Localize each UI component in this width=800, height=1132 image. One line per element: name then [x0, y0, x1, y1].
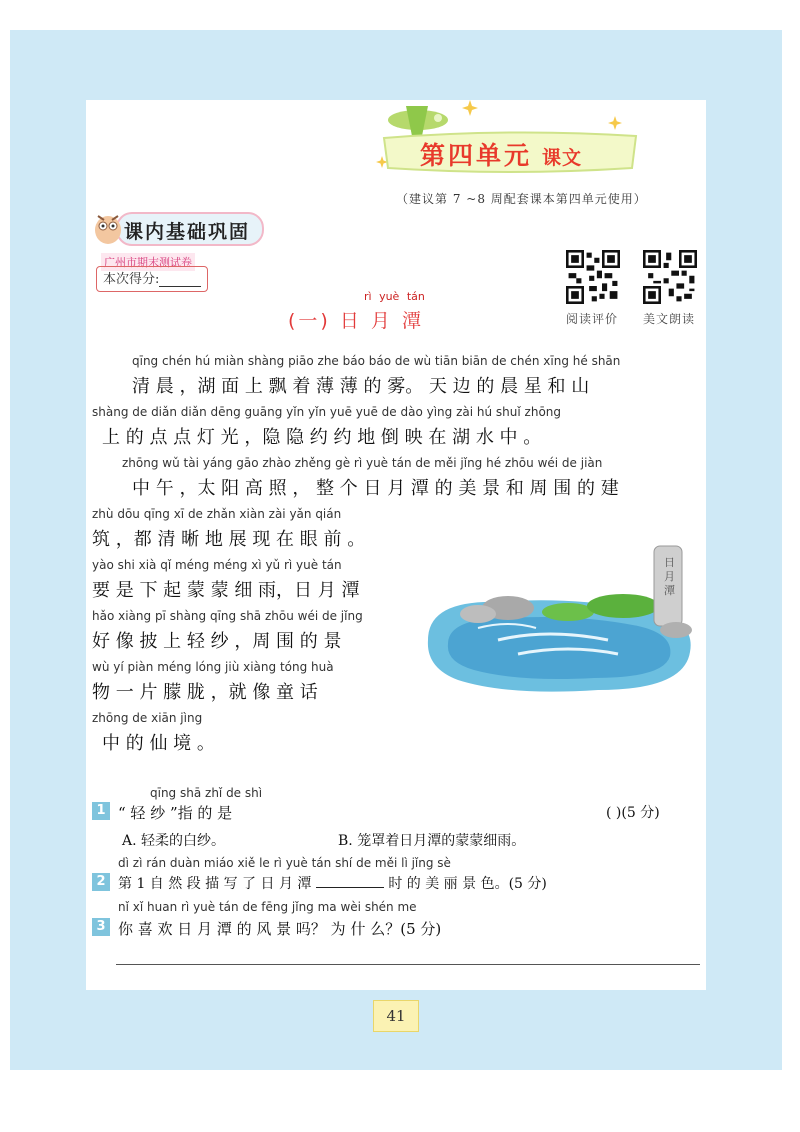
score-label: 本次得分:: [103, 272, 160, 287]
question-number: 1: [92, 802, 110, 820]
score-blank[interactable]: [159, 272, 201, 287]
cartoon-owl-icon: [92, 208, 124, 246]
pinyin-line: zhù dōu qīng xī de zhǎn xiàn zài yǎn qián: [92, 507, 342, 521]
pinyin-line: zhōng wǔ tài yáng gāo zhào zhěng gè rì yuè tán de měi jǐng hé zhōu wéi de jiàn: [122, 456, 603, 470]
unit-title-main: 第四单元: [420, 141, 533, 170]
hanzi-line: 中 的 仙 境 。: [102, 733, 215, 754]
q3-text: 你 喜 欢 日 月 潭 的 风 景 吗？ 为 什 么？(5 分): [118, 920, 442, 938]
hanzi-line: 上 的 点 点 灯 光 ，隐 隐 约 约 地 倒 映 在 湖 水 中 。: [102, 427, 542, 448]
section-title: 课内基础巩固: [124, 221, 251, 243]
heading-pinyin: rì yuè tán: [364, 290, 425, 303]
q2-text: [118, 873, 547, 893]
pinyin-line: zhōng de xiān jìng: [92, 711, 203, 725]
hanzi-line: 中 午 ，太 阳 高 照 ， 整 个 日 月 潭 的 美 景 和 周 围 的 建: [132, 478, 619, 499]
pinyin-line: wù yí piàn méng lóng jiù xiàng tóng huà: [92, 660, 334, 674]
q3-pinyin: nǐ xǐ huan rì yuè tán de fēng jǐng ma wèi shén me: [118, 900, 417, 914]
q2-text-after: 时 的 美 丽 景 色。(5 分): [388, 876, 547, 892]
q2-text-before: 第 1 自 然 段 描 写 了 日 月 潭: [118, 876, 312, 892]
hanzi-line: 好 像 披 上 轻 纱 ，周 围 的 景: [92, 631, 342, 652]
qr-label-reading-eval: 阅读评价: [566, 312, 619, 326]
hanzi-line: 要 是 下 起 蒙 蒙 细 雨，日 月 潭: [92, 580, 360, 601]
q2-answer-blank[interactable]: [316, 873, 384, 888]
q1-option-a[interactable]: A. 轻柔的白纱。: [122, 833, 226, 849]
hanzi-line: 清 晨 ，湖 面 上 飘 着 薄 薄 的 雾。 天 边 的 晨 星 和 山: [132, 376, 590, 397]
passage-heading: (一) 日 月 潭: [288, 310, 424, 332]
score-box: [96, 266, 208, 292]
pinyin-line: qīng chén hú miàn shàng piāo zhe báo báo de wù tiān biān de chén xīng hé shān: [132, 354, 621, 368]
unit-title: [420, 136, 582, 172]
q2-pinyin: dì zì rán duàn miáo xiě le rì yuè tán shí de měi lì jǐng sè: [118, 856, 451, 870]
qr-label-recitation: 美文朗读: [643, 312, 696, 326]
unit-title-sub: 课文: [542, 147, 583, 169]
question-number: 2: [92, 873, 110, 891]
usage-note: （建议第 7 ~8 周配套课本第四单元使用）: [396, 192, 647, 206]
qr-code-icon[interactable]: [643, 250, 697, 304]
pinyin-line: yào shi xià qǐ méng méng xì yǔ rì yuè tán: [92, 558, 342, 572]
qr-code-icon[interactable]: [566, 250, 620, 304]
pinyin-line: shàng de diǎn diǎn dēng guāng yǐn yǐn yuē yuē de dào yìng zài hú shuǐ zhōng: [92, 405, 562, 419]
q1-text: “ 轻 纱 ”指 的 是: [118, 804, 233, 822]
q1-option-b[interactable]: B. 笼罩着日月潭的蒙蒙细雨。: [338, 833, 526, 849]
source-tag: 广州市期末测试卷: [101, 253, 195, 271]
hanzi-line: 筑 ，都 清 晰 地 展 现 在 眼 前 。: [92, 529, 366, 550]
pinyin-line: hǎo xiàng pī shàng qīng shā zhōu wéi de jǐng: [92, 609, 363, 623]
sun-moon-lake-illustration: [418, 540, 702, 700]
q1-score[interactable]: ( )(5 分): [606, 805, 660, 821]
star-icon: [462, 100, 478, 116]
q1-pinyin: qīng shā zhǐ de shì: [150, 786, 263, 800]
question-number: 3: [92, 918, 110, 936]
q3-answer-line[interactable]: [116, 964, 700, 965]
page-number: 41: [373, 1000, 419, 1032]
stone-inscription: 日月潭: [664, 556, 675, 597]
hanzi-line: 物 一 片 朦 胧 ，就 像 童 话: [92, 682, 318, 703]
